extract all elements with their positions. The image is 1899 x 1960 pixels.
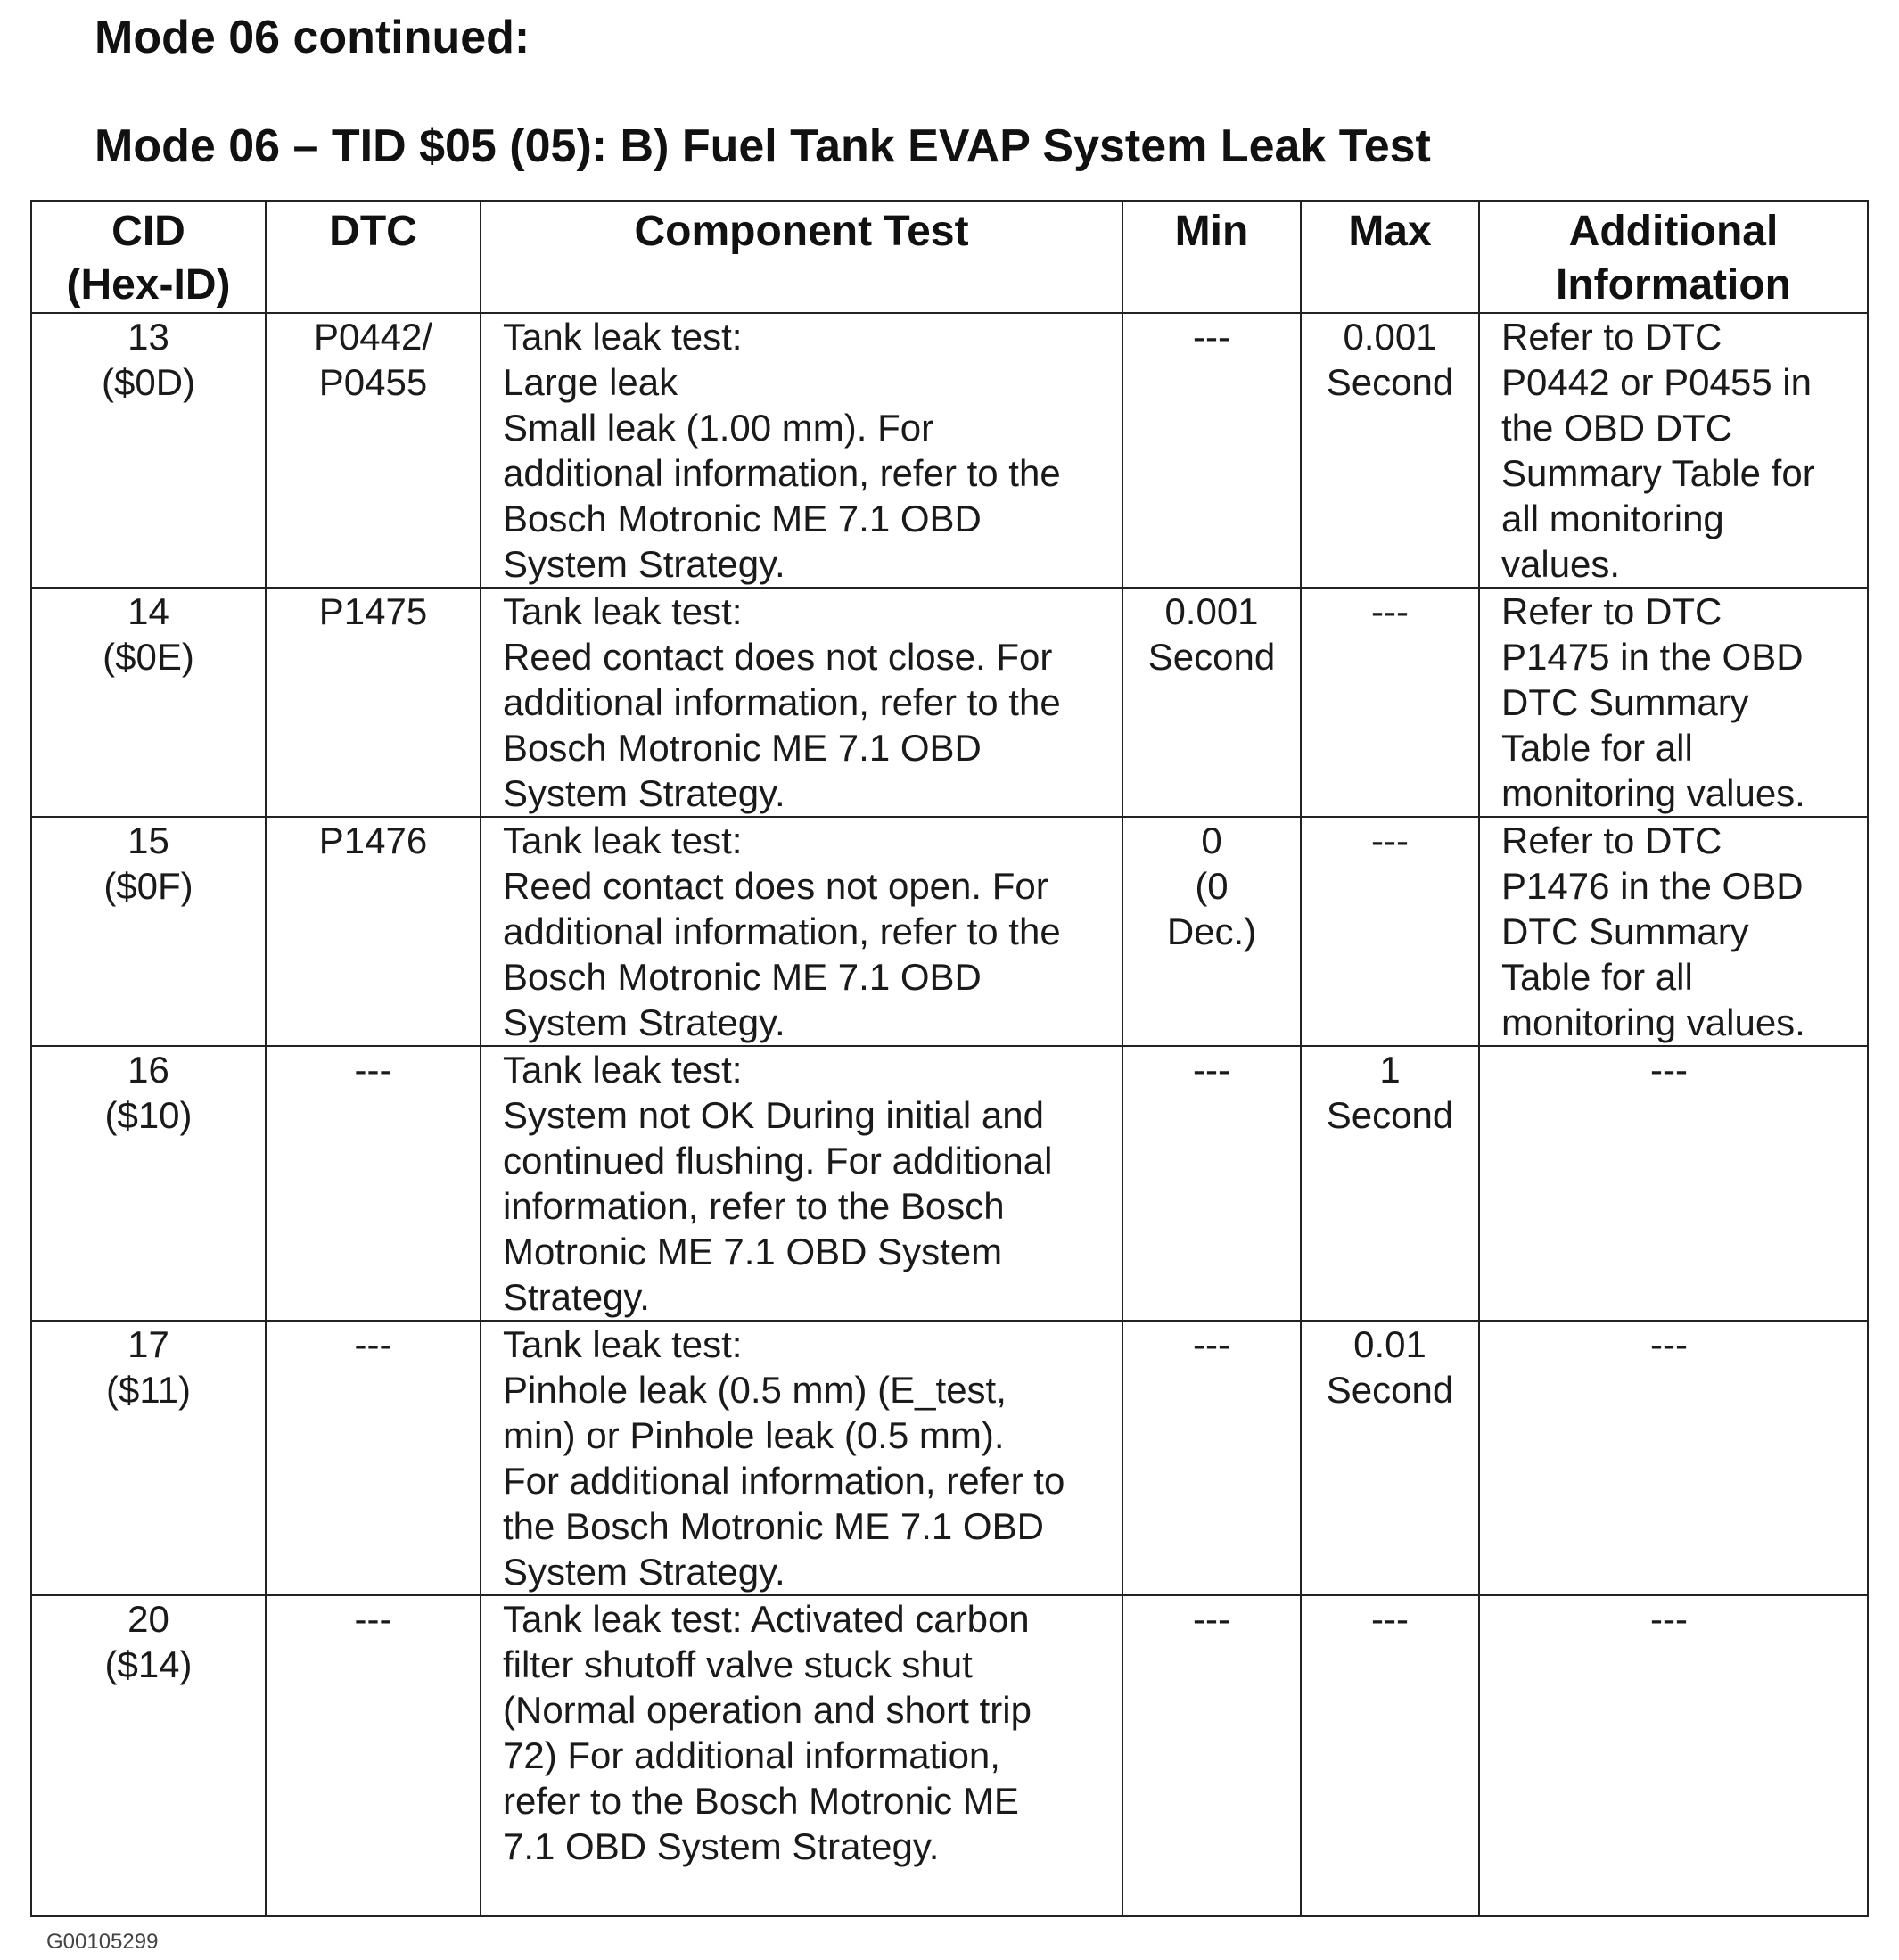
cell-line: --- <box>1193 1049 1230 1091</box>
cell-line: Large leak <box>503 361 678 403</box>
cell-line: ($0E) <box>103 636 194 678</box>
table-row <box>31 1595 1868 1916</box>
additional-information-cell <box>1479 1595 1868 1916</box>
cell-line: Bosch Motronic ME 7.1 OBD <box>503 727 982 769</box>
max-cell <box>1301 313 1479 588</box>
cell-line: --- <box>354 1598 392 1640</box>
component-test-cell <box>481 1321 1122 1595</box>
cell-line: --- <box>1650 1323 1688 1365</box>
mode-06-table <box>30 200 1869 1917</box>
header-row <box>31 201 1868 313</box>
cell-line: 0 <box>1201 819 1222 861</box>
cell-line: continued flushing. For additional <box>503 1140 1053 1182</box>
component-test-cell <box>481 1046 1122 1321</box>
cell-line: P1475 in the OBD <box>1501 636 1804 678</box>
cell-line: Min <box>1174 208 1249 255</box>
header-max <box>1301 201 1479 313</box>
cell-line: additional information, refer to the <box>503 910 1061 952</box>
cell-line: filter shutoff valve stuck shut <box>503 1643 973 1685</box>
table-row <box>31 1321 1868 1595</box>
cell-line: ($14) <box>104 1643 193 1685</box>
cell-line: --- <box>354 1049 392 1091</box>
cell-line: values. <box>1501 543 1621 585</box>
cell-line: P0455 <box>318 361 428 403</box>
page-heading: Mode 06 continued: <box>95 12 530 63</box>
cell-line: Table for all <box>1501 727 1693 769</box>
cell-line: Tank leak test: <box>503 590 743 632</box>
cell-line: the Bosch Motronic ME 7.1 OBD <box>503 1505 1044 1547</box>
cell-line: the OBD DTC <box>1501 407 1733 449</box>
cell-line: 72) For additional information, <box>503 1734 1000 1776</box>
cell-line: Bosch Motronic ME 7.1 OBD <box>503 498 982 539</box>
cell-line: min) or Pinhole leak (0.5 mm). <box>503 1414 1005 1456</box>
cell-line: DTC <box>329 208 417 255</box>
cell-line: --- <box>1650 1598 1688 1640</box>
cell-line: 1 <box>1379 1049 1401 1091</box>
cell-line: CID <box>111 208 185 255</box>
cell-line: Strategy. <box>503 1276 650 1318</box>
additional-information-cell <box>1479 588 1868 817</box>
additional-information-cell <box>1479 1046 1868 1321</box>
cell-line: --- <box>1193 1323 1230 1365</box>
cell-line: ($11) <box>106 1369 191 1411</box>
cell-line: --- <box>354 1323 392 1365</box>
cid-cell <box>31 1321 266 1595</box>
cell-line: Motronic ME 7.1 OBD System <box>503 1231 1003 1272</box>
cell-line: Tank leak test: Activated carbon <box>503 1598 1030 1640</box>
cid-cell <box>31 1595 266 1916</box>
cell-line: Second <box>1326 1094 1454 1136</box>
cell-line: Second <box>1326 361 1454 403</box>
cell-line: 0.001 <box>1343 316 1437 358</box>
dtc-cell <box>266 817 481 1046</box>
cell-line: Pinhole leak (0.5 mm) (E_test, <box>503 1369 1007 1411</box>
cell-line: Refer to DTC <box>1501 316 1722 358</box>
component-test-cell <box>481 588 1122 817</box>
cell-line: 16 <box>127 1049 169 1091</box>
cell-line: (Hex-ID) <box>66 261 231 309</box>
cell-line: 0.01 <box>1353 1323 1426 1365</box>
cell-line: P1476 <box>318 819 428 861</box>
cell-line: 0.001 <box>1164 590 1259 632</box>
max-cell <box>1301 1595 1479 1916</box>
cell-line: 14 <box>127 590 169 632</box>
cid-cell <box>31 313 266 588</box>
cell-line: Bosch Motronic ME 7.1 OBD <box>503 956 982 998</box>
cell-line: Refer to DTC <box>1501 819 1722 861</box>
component-test-cell <box>481 313 1122 588</box>
dtc-cell <box>266 1321 481 1595</box>
cell-line: 20 <box>127 1598 169 1640</box>
cell-line: refer to the Bosch Motronic ME <box>503 1780 1019 1822</box>
cid-cell <box>31 588 266 817</box>
cell-line: --- <box>1193 316 1230 358</box>
cell-line: 15 <box>127 819 169 861</box>
cell-line: Table for all <box>1501 956 1693 998</box>
additional-information-cell <box>1479 1321 1868 1595</box>
cell-line: --- <box>1193 1598 1230 1640</box>
cell-line: monitoring values. <box>1501 1001 1805 1043</box>
cell-line: Information <box>1556 261 1791 309</box>
cell-line: --- <box>1371 590 1409 632</box>
cell-line: 17 <box>127 1323 169 1365</box>
cell-line: Second <box>1326 1369 1454 1411</box>
min-cell <box>1122 588 1301 817</box>
cell-line: Max <box>1348 208 1432 255</box>
cell-line: P1476 in the OBD <box>1501 865 1804 907</box>
cell-line: information, refer to the Bosch <box>503 1185 1005 1227</box>
min-cell <box>1122 1595 1301 1916</box>
dtc-cell <box>266 1595 481 1916</box>
cell-line: Tank leak test: <box>503 1323 743 1365</box>
cell-line: Small leak (1.00 mm). For <box>503 407 934 449</box>
cell-line: Summary Table for <box>1501 452 1815 494</box>
cell-line: ($10) <box>104 1094 193 1136</box>
header-component-test <box>481 201 1122 313</box>
cell-line: Refer to DTC <box>1501 590 1722 632</box>
cell-line: Tank leak test: <box>503 1049 743 1091</box>
cid-cell <box>31 1046 266 1321</box>
table-row <box>31 817 1868 1046</box>
max-cell <box>1301 1046 1479 1321</box>
cell-line: System Strategy. <box>503 543 785 585</box>
cell-line: (0 <box>1195 865 1229 907</box>
cell-line: --- <box>1371 819 1409 861</box>
cell-line: Tank leak test: <box>503 316 743 358</box>
cell-line: additional information, refer to the <box>503 452 1061 494</box>
cell-line: Second <box>1147 636 1276 678</box>
cell-line: System not OK During initial and <box>503 1094 1044 1136</box>
cell-line: Additional <box>1568 208 1779 255</box>
cell-line: Reed contact does not close. For <box>503 636 1053 678</box>
table-row <box>31 588 1868 817</box>
cell-line: ($0F) <box>103 865 193 907</box>
min-cell <box>1122 1046 1301 1321</box>
cell-line: 13 <box>127 316 169 358</box>
max-cell <box>1301 1321 1479 1595</box>
cell-line: Component Test <box>634 208 969 255</box>
min-cell <box>1122 817 1301 1046</box>
header-cid <box>31 201 266 313</box>
cell-line: Dec.) <box>1166 910 1257 952</box>
cell-line: P1475 <box>318 590 428 632</box>
image-code: G00105299 <box>46 1930 159 1954</box>
cell-line: System Strategy. <box>503 1551 785 1593</box>
min-cell <box>1122 1321 1301 1595</box>
cell-line: --- <box>1371 1598 1409 1640</box>
table-row <box>31 1046 1868 1321</box>
additional-information-cell <box>1479 313 1868 588</box>
header-dtc <box>266 201 481 313</box>
cell-line: Tank leak test: <box>503 819 743 861</box>
cell-line: --- <box>1650 1049 1688 1091</box>
cell-line: additional information, refer to the <box>503 681 1061 723</box>
cell-line: System Strategy. <box>503 1001 785 1043</box>
cell-line: P0442/ <box>313 316 433 358</box>
max-cell <box>1301 817 1479 1046</box>
cell-line: (Normal operation and short trip <box>503 1689 1032 1731</box>
cell-line: ($0D) <box>101 361 196 403</box>
dtc-cell <box>266 588 481 817</box>
cid-cell <box>31 817 266 1046</box>
table-header <box>31 201 1868 313</box>
cell-line: For additional information, refer to <box>503 1460 1065 1502</box>
header-additional-information <box>1479 201 1868 313</box>
component-test-cell <box>481 1595 1122 1916</box>
table-body <box>31 313 1868 1916</box>
cell-line: System Strategy. <box>503 772 785 814</box>
max-cell <box>1301 588 1479 817</box>
table-row <box>31 313 1868 588</box>
component-test-cell <box>481 817 1122 1046</box>
cell-line: monitoring values. <box>1501 772 1805 814</box>
dtc-cell <box>266 1046 481 1321</box>
cell-line: all monitoring <box>1501 498 1724 539</box>
section-heading: Mode 06 – TID $05 (05): B) Fuel Tank EVAP System Leak Test <box>95 120 1431 172</box>
cell-line: Reed contact does not open. For <box>503 865 1048 907</box>
header-min <box>1122 201 1301 313</box>
dtc-cell <box>266 313 481 588</box>
additional-information-cell <box>1479 817 1868 1046</box>
cell-line: P0442 or P0455 in <box>1501 361 1812 403</box>
min-cell <box>1122 313 1301 588</box>
cell-line: 7.1 OBD System Strategy. <box>503 1825 940 1867</box>
cell-line: DTC Summary <box>1501 910 1749 952</box>
cell-line: DTC Summary <box>1501 681 1749 723</box>
